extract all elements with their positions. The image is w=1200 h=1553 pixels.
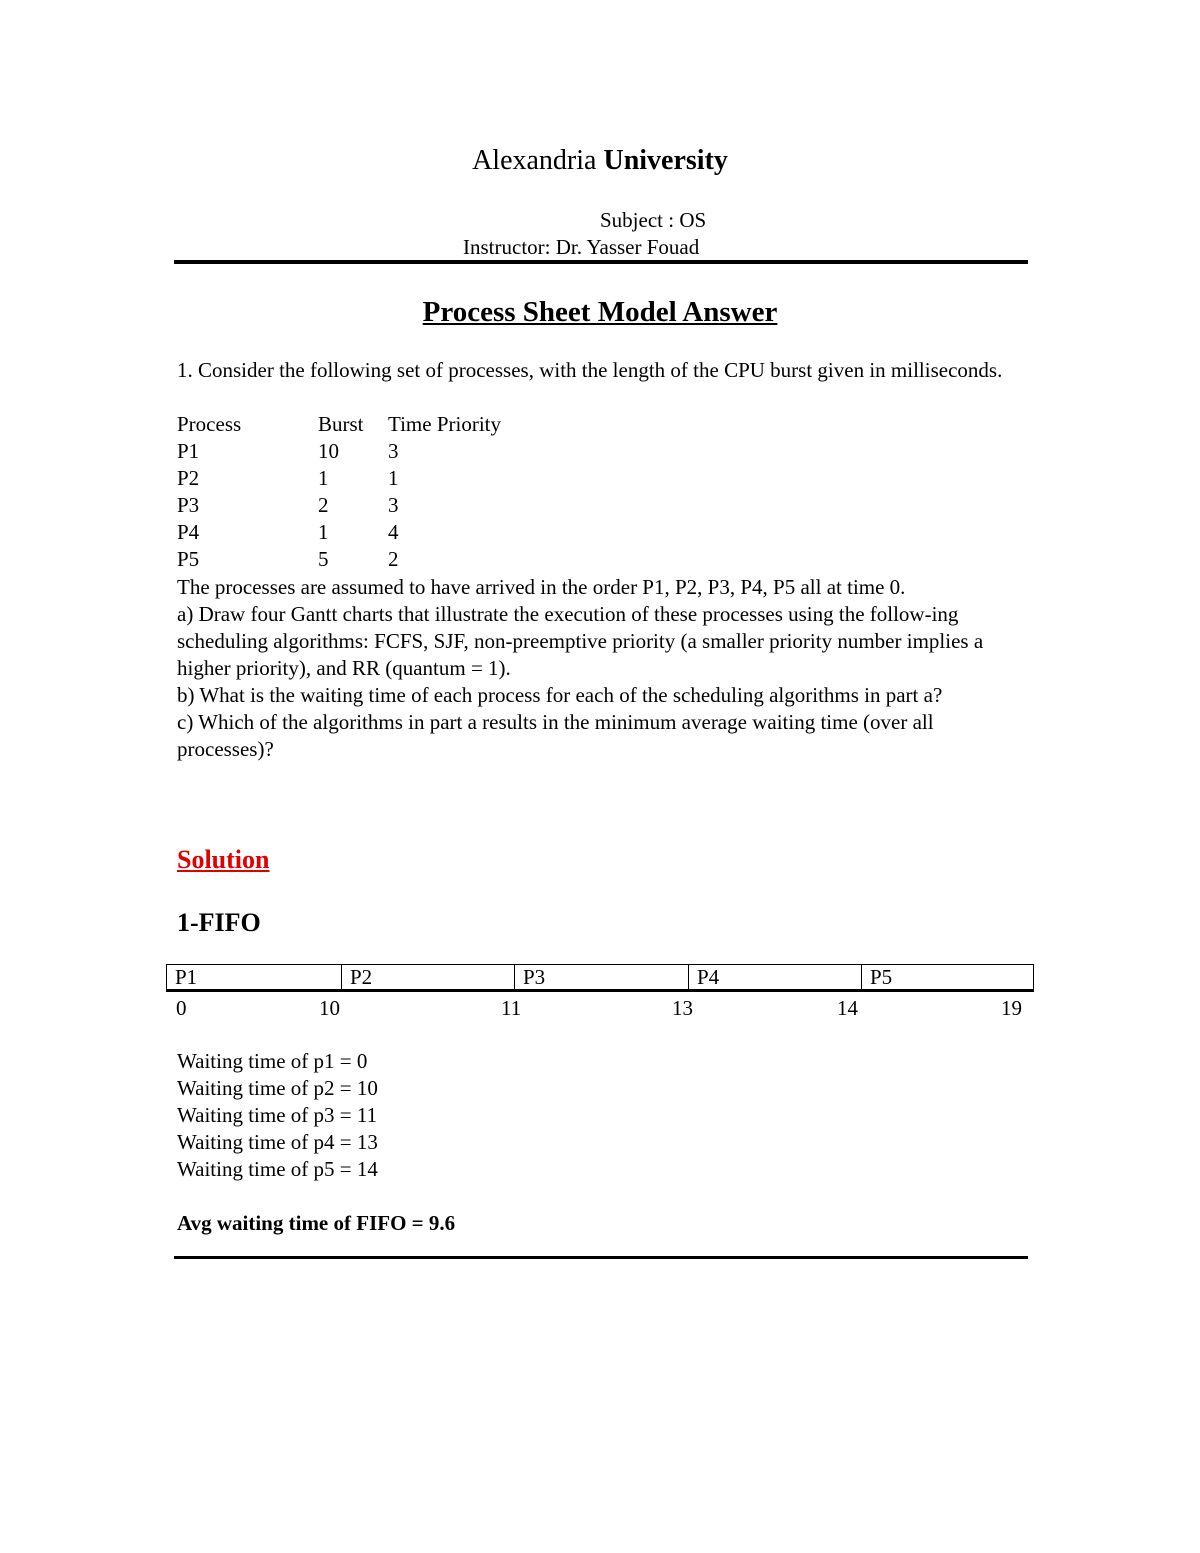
process-name: P3 [177,493,200,517]
process-burst: 1 [318,466,329,490]
waiting-time-item: Waiting time of p4 = 13 [177,1130,378,1154]
gantt-cell: P2 [341,965,514,989]
gantt-cell: P5 [861,965,1032,989]
instructor-line: Instructor: Dr. Yasser Fouad [463,235,700,259]
header-time-priority: Time Priority [388,412,501,436]
average-waiting-time: Avg waiting time of FIFO = 9.6 [177,1211,456,1235]
process-priority: 4 [388,520,399,544]
header-process: Process [177,412,242,436]
process-burst: 2 [318,493,329,517]
waiting-time-item: Waiting time of p3 = 11 [177,1103,378,1127]
footer-rule [174,1256,1028,1259]
waiting-times-list [177,1048,378,1183]
process-name: P1 [177,439,200,463]
part-c: c) Which of the algorithms in part a results in the minimum average waiting time (over all processes)? [177,710,934,761]
gantt-tick: 10 [319,996,340,1020]
waiting-time-item: Waiting time of p5 = 14 [177,1157,378,1181]
gantt-cell: P4 [688,965,861,989]
arrival-note: The processes are assumed to have arrived in the order P1, P2, P3, P4, P5 all at time 0. [177,575,906,599]
university-bold: University [603,145,728,176]
gantt-tick: 13 [672,996,693,1020]
fifo-heading: 1-FIFO [177,908,261,937]
gantt-tick: 11 [501,996,522,1020]
process-name: P4 [177,520,200,544]
waiting-time-item: Waiting time of p1 = 0 [177,1049,368,1073]
gantt-tick: 0 [176,996,187,1020]
process-priority: 1 [388,466,399,490]
subject-line: Subject : OS [600,208,707,232]
header-burst: Burst [318,412,364,436]
process-priority: 2 [388,547,399,571]
question-intro: 1. Consider the following set of processes, with the length of the CPU burst given in milliseconds. [177,358,1003,382]
gantt-tick: 14 [837,996,858,1020]
university-prefix: Alexandria [472,145,597,176]
part-a: a) Draw four Gantt charts that illustrate the execution of these processes using the follow-ing scheduling algorithms: FCFS, SJF, non-preemptive priority (a smaller priority number implies a higher priority), and RR (quantum = 1). [177,602,984,680]
document-title: Process Sheet Model Answer [422,296,778,328]
process-priority: 3 [388,439,399,463]
gantt-cell: P1 [175,965,198,989]
gantt-cell: P3 [514,965,688,989]
waiting-time-item: Waiting time of p2 = 10 [177,1076,378,1100]
process-priority: 3 [388,493,399,517]
process-name: P5 [177,547,200,571]
part-b: b) What is the waiting time of each process for each of the scheduling algorithms in part a? [177,683,943,707]
process-name: P2 [177,466,200,490]
solution-heading: Solution [177,845,270,874]
process-burst: 10 [318,439,339,463]
gantt-tick: 19 [1001,996,1022,1020]
process-burst: 5 [318,547,329,571]
gantt-chart [166,964,1034,992]
university-heading [0,143,1200,179]
process-burst: 1 [318,520,329,544]
question-intro-block [177,357,1027,384]
question-parts [177,574,1027,763]
header-rule [174,260,1028,264]
